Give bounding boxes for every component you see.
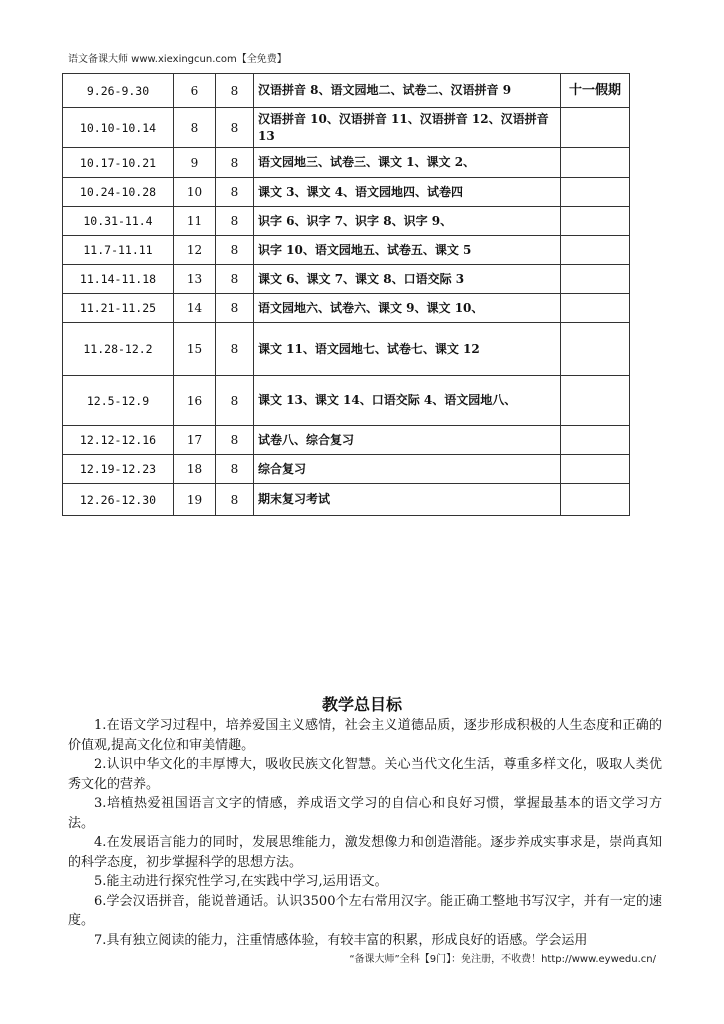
hours-cell: 8 bbox=[216, 207, 254, 236]
hours-cell: 8 bbox=[216, 178, 254, 207]
content-cell: 语文园地六、试卷六、课文 9、课文 10、 bbox=[254, 294, 561, 323]
goal-item: 5.能主动进行探究性学习,在实践中学习,运用语文。 bbox=[94, 874, 388, 889]
table-row bbox=[63, 207, 630, 236]
week-cell: 13 bbox=[174, 265, 216, 294]
content-cell: 汉语拼音 8、语文园地二、试卷二、汉语拼音 9 bbox=[254, 74, 561, 108]
week-cell: 12 bbox=[174, 236, 216, 265]
date-cell: 11.7-11.11 bbox=[63, 236, 174, 265]
hours-cell: 8 bbox=[216, 426, 254, 455]
table-row bbox=[63, 294, 630, 323]
content-cell: 期末复习考试 bbox=[254, 484, 561, 516]
content-cell: 课文 11、语文园地七、试卷七、课文 12 bbox=[254, 323, 561, 376]
week-cell: 6 bbox=[174, 74, 216, 108]
note-cell bbox=[561, 108, 630, 148]
note-cell bbox=[561, 178, 630, 207]
table-row bbox=[63, 323, 630, 376]
table-row bbox=[63, 426, 630, 455]
content-cell: 汉语拼音 10、汉语拼音 11、汉语拼音 12、汉语拼音 13 bbox=[254, 108, 561, 148]
date-cell: 12.26-12.30 bbox=[63, 484, 174, 516]
note-cell bbox=[561, 426, 630, 455]
note-cell bbox=[561, 484, 630, 516]
date-cell: 10.24-10.28 bbox=[63, 178, 174, 207]
hours-cell: 8 bbox=[216, 323, 254, 376]
week-cell: 17 bbox=[174, 426, 216, 455]
goal-item: 1.在语文学习过程中，培养爱国主义感情，社会主义道德品质，逐步形成积极的人生态度和正确的价值观,提高文化位和审美情趣。 bbox=[68, 718, 662, 753]
note-cell bbox=[561, 265, 630, 294]
hours-cell: 8 bbox=[216, 376, 254, 426]
hours-cell: 8 bbox=[216, 265, 254, 294]
schedule-table bbox=[62, 73, 630, 516]
content-cell: 试卷八、综合复习 bbox=[254, 426, 561, 455]
note-cell bbox=[561, 294, 630, 323]
content-cell: 课文 13、课文 14、口语交际 4、语文园地八、 bbox=[254, 376, 561, 426]
date-cell: 12.19-12.23 bbox=[63, 455, 174, 484]
table-row bbox=[63, 74, 630, 108]
week-cell: 19 bbox=[174, 484, 216, 516]
note-cell bbox=[561, 323, 630, 376]
hours-cell: 8 bbox=[216, 455, 254, 484]
week-cell: 9 bbox=[174, 148, 216, 178]
table-row bbox=[63, 236, 630, 265]
week-cell: 18 bbox=[174, 455, 216, 484]
table-row bbox=[63, 376, 630, 426]
week-cell: 11 bbox=[174, 207, 216, 236]
week-cell: 8 bbox=[174, 108, 216, 148]
date-cell: 10.17-10.21 bbox=[63, 148, 174, 178]
note-cell bbox=[561, 455, 630, 484]
table-row bbox=[63, 108, 630, 148]
content-cell: 课文 6、课文 7、课文 8、口语交际 3 bbox=[254, 265, 561, 294]
content-cell: 课文 3、课文 4、语文园地四、试卷四 bbox=[254, 178, 561, 207]
content-cell: 语文园地三、试卷三、课文 1、课文 2、 bbox=[254, 148, 561, 178]
goal-item: 7.具有独立阅读的能力，注重情感体验，有较丰富的积累，形成良好的语感。学会运用 bbox=[94, 932, 588, 948]
week-cell: 10 bbox=[174, 178, 216, 207]
goals-list bbox=[68, 716, 662, 950]
date-cell: 12.12-12.16 bbox=[63, 426, 174, 455]
hours-cell: 8 bbox=[216, 108, 254, 148]
date-cell: 10.10-10.14 bbox=[63, 108, 174, 148]
date-cell: 9.26-9.30 bbox=[63, 74, 174, 108]
content-cell: 识字 6、识字 7、识字 8、识字 9、 bbox=[254, 207, 561, 236]
hours-cell: 8 bbox=[216, 74, 254, 108]
week-cell: 16 bbox=[174, 376, 216, 426]
date-cell: 11.28-12.2 bbox=[63, 323, 174, 376]
content-cell: 识字 10、语文园地五、试卷五、课文 5 bbox=[254, 236, 561, 265]
date-cell: 11.21-11.25 bbox=[63, 294, 174, 323]
hours-cell: 8 bbox=[216, 294, 254, 323]
note-cell bbox=[561, 207, 630, 236]
note-cell bbox=[561, 376, 630, 426]
date-cell: 10.31-11.4 bbox=[63, 207, 174, 236]
table-row bbox=[63, 148, 630, 178]
goal-item: 4.在发展语言能力的同时，发展思维能力，激发想像力和创造潜能。逐步养成实事求是，崇尚真知的科学态度，初步掌握科学的思想方法。 bbox=[68, 835, 662, 870]
goal-item: 6.学会汉语拼音，能说普通话。认识3500个左右常用汉字。能正确工整地书写汉字，并有一定的速度。 bbox=[68, 893, 662, 928]
date-cell: 11.14-11.18 bbox=[63, 265, 174, 294]
hours-cell: 8 bbox=[216, 236, 254, 265]
table-row bbox=[63, 455, 630, 484]
note-cell bbox=[561, 148, 630, 178]
goal-item: 3.培植热爱祖国语言文字的情感，养成语文学习的自信心和良好习惯，掌握最基本的语文学习方法。 bbox=[68, 796, 662, 831]
table-row bbox=[63, 178, 630, 207]
note-cell: 十一假期 bbox=[561, 74, 630, 108]
note-cell bbox=[561, 236, 630, 265]
table-row bbox=[63, 265, 630, 294]
week-cell: 15 bbox=[174, 323, 216, 376]
page-footer: “备课大师”全科【9门】：免注册，不收费！http://www.eywedu.cn/ bbox=[349, 954, 656, 965]
goal-item: 2.认识中华文化的丰厚博大，吸收民族文化智慧。关心当代文化生活，尊重多样文化，吸取人类优秀文化的营养。 bbox=[68, 757, 662, 792]
page-header: 语文备课大师 www.xiexingcun.com【全免费】 bbox=[68, 54, 287, 65]
week-cell: 14 bbox=[174, 294, 216, 323]
hours-cell: 8 bbox=[216, 148, 254, 178]
hours-cell: 8 bbox=[216, 484, 254, 516]
table-row bbox=[63, 484, 630, 516]
section-title: 教学总目标 bbox=[321, 695, 402, 714]
date-cell: 12.5-12.9 bbox=[63, 376, 174, 426]
content-cell: 综合复习 bbox=[254, 455, 561, 484]
